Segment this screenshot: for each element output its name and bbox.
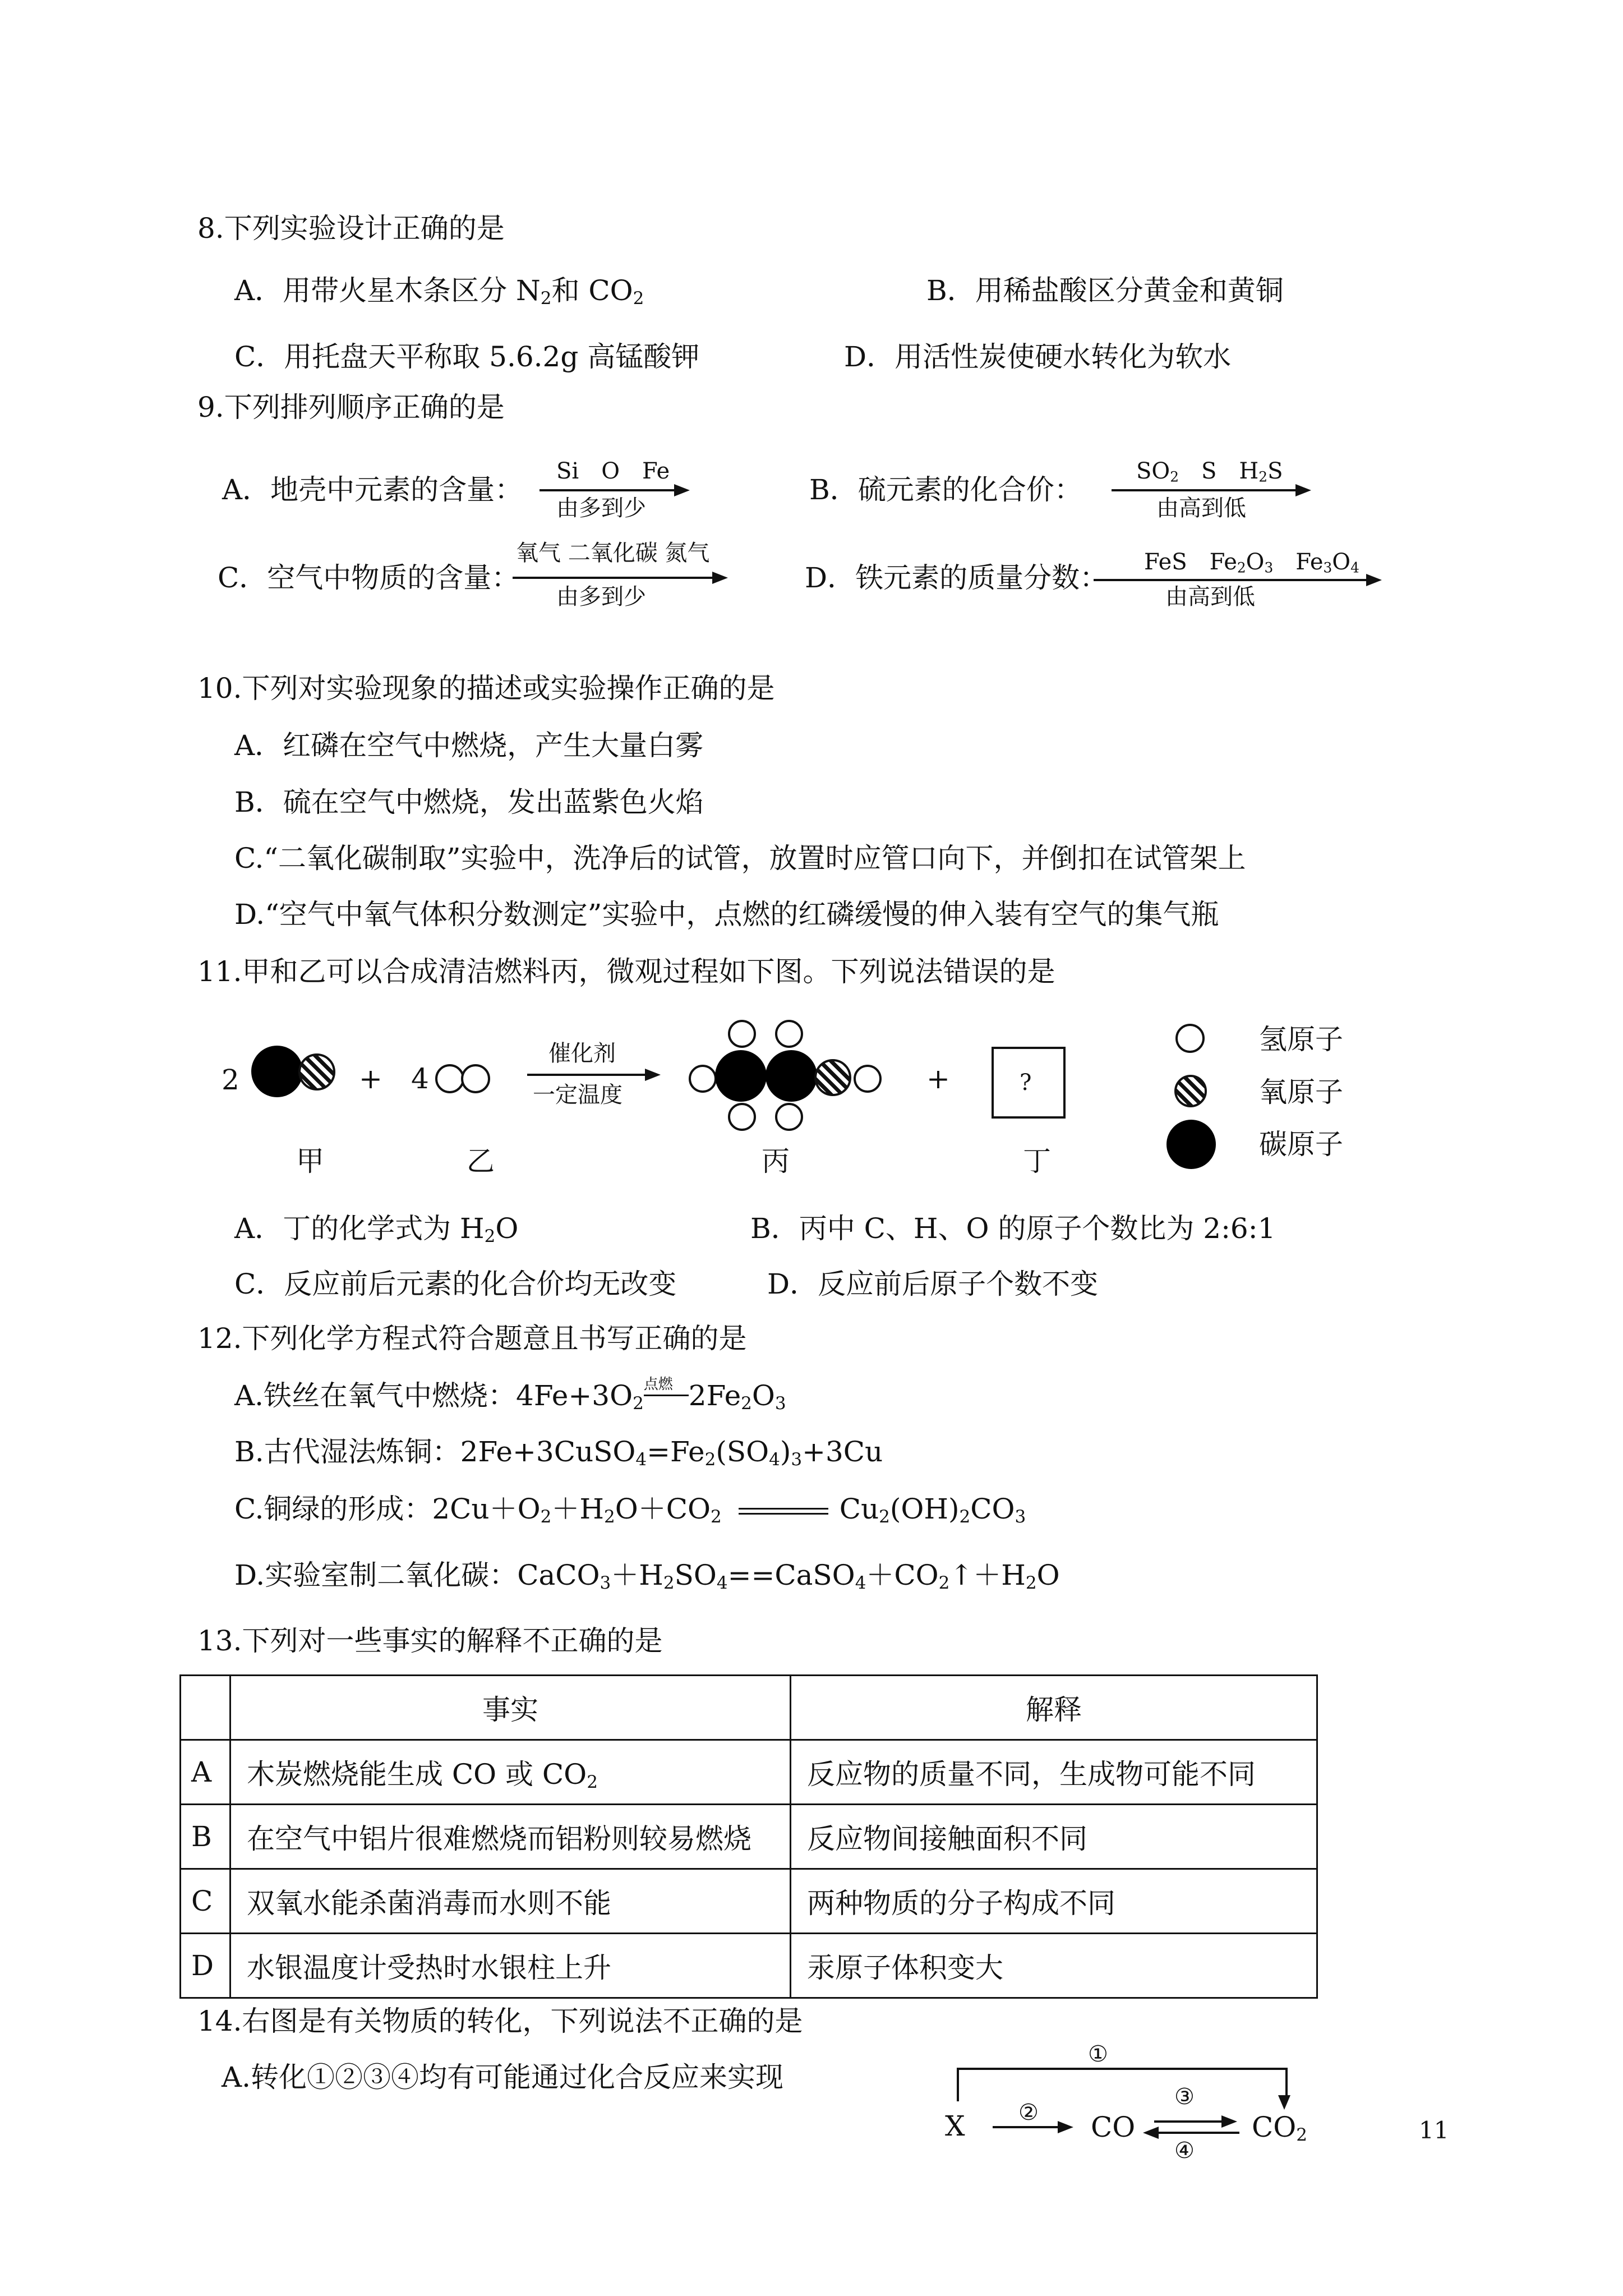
node-co: CO <box>1091 2111 1136 2143</box>
step-3-label: ③ <box>1174 2084 1195 2110</box>
table-row <box>181 1869 1317 1934</box>
q9-option-d-label: D．铁元素的质量分数： <box>805 562 1108 594</box>
bing-h-top-1 <box>728 1020 756 1048</box>
row-fact: 水银温度计受热时水银柱上升 <box>230 1934 791 1998</box>
jia-oxygen-atom <box>298 1053 335 1091</box>
q9-d-below: 由高到低 <box>1165 584 1255 610</box>
label-jia: 甲 <box>296 1145 324 1177</box>
q9-b-above: $SO_2$ S $H_2S$ <box>1136 458 1283 485</box>
plus-1: + <box>359 1062 382 1095</box>
q14-option-a: A.转化①②③④均有可能通过化合反应来实现 <box>222 2061 784 2093</box>
row-explanation: 反应物间接触面积不同 <box>791 1805 1317 1869</box>
legend-carbon-atom <box>1166 1120 1216 1169</box>
header-key <box>181 1676 230 1740</box>
coef-yi: 4 <box>411 1062 429 1095</box>
step-2-label: ② <box>1018 2100 1039 2125</box>
q9-b-arrow <box>1112 489 1308 491</box>
jia-carbon-atom <box>251 1046 303 1097</box>
header-explanation: 解释 <box>791 1676 1317 1740</box>
q9-stem: 9.下列排列顺序正确的是 <box>197 391 505 424</box>
reaction-arrow <box>527 1074 657 1076</box>
bing-oxygen <box>814 1059 851 1096</box>
table-header-row <box>181 1676 1317 1740</box>
table-row <box>181 1805 1317 1869</box>
q9-c-above: 氧气 二氧化碳 氮气 <box>516 540 710 566</box>
yi-hydrogen-atom-2 <box>461 1064 490 1093</box>
row-key: B <box>181 1805 230 1869</box>
q12-option-d: D.实验室制二氧化碳：$CaCO_3+H_2SO_4==CaSO_4+CO_2↑+H_2O$ <box>234 1559 1060 1593</box>
bing-h-top-2 <box>775 1020 803 1048</box>
q8-option-d: D．用活性炭使硬水转化为软水 <box>844 341 1232 373</box>
header-fact: 事实 <box>230 1676 791 1740</box>
bing-carbon-2 <box>766 1050 817 1102</box>
node-x: X <box>945 2110 965 2142</box>
row-fact: 双氧水能杀菌消毒而水则不能 <box>230 1869 791 1934</box>
q12-option-b: B.古代湿法炼铜：$2Fe+3CuSO_4=Fe_2(SO_4)_3+3Cu$ <box>234 1435 883 1470</box>
q10-stem: 10.下列对实验现象的描述或实验操作正确的是 <box>197 672 775 705</box>
row-explanation: 两种物质的分子构成不同 <box>791 1869 1317 1934</box>
step-4-arrowhead <box>1143 2127 1159 2139</box>
q11-option-c: C．反应前后元素的化合价均无改变 <box>234 1268 677 1300</box>
legend-oxygen-label: 氧原子 <box>1259 1076 1343 1108</box>
table-row <box>181 1740 1317 1805</box>
label-yi: 乙 <box>467 1145 495 1177</box>
step-1-label: ① <box>1088 2041 1108 2067</box>
legend-hydrogen-label: 氢原子 <box>1259 1023 1343 1056</box>
q13-stem: 13.下列对一些事实的解释不正确的是 <box>197 1625 663 1657</box>
q8-option-a: A．用带火星木条区分 $N_2$和 $CO_2$ <box>234 274 644 309</box>
row-key: A <box>181 1740 230 1805</box>
q9-d-above: FeS $Fe_2O_3$ $Fe_3O_4$ <box>1144 549 1359 576</box>
table-row <box>181 1934 1317 1998</box>
q9-a-above: Si O Fe <box>556 458 670 484</box>
label-bing: 丙 <box>762 1145 790 1177</box>
yi-hydrogen-atom-1 <box>435 1064 464 1093</box>
step-4-arrow <box>1154 2132 1239 2134</box>
q9-c-arrow <box>513 577 725 579</box>
q11-stem: 11.甲和乙可以合成清洁燃料丙，微观过程如下图。下列说法错误的是 <box>197 955 1055 988</box>
q9-option-c-label: C．空气中物质的含量： <box>218 562 520 594</box>
q9-option-a-label: A．地壳中元素的含量： <box>222 473 523 506</box>
step-4-label: ④ <box>1174 2138 1195 2164</box>
q9-d-arrow <box>1094 579 1378 581</box>
legend-oxygen-atom <box>1174 1075 1207 1107</box>
step-3-arrow <box>1154 2120 1234 2123</box>
q12-stem: 12.下列化学方程式符合题意且书写正确的是 <box>197 1322 747 1355</box>
condition-bottom: 一定温度 <box>533 1082 623 1108</box>
row-fact: 在空气中铝片很难燃烧而铝粉则较易燃烧 <box>230 1805 791 1869</box>
q10-option-c: C.“二氧化碳制取”实验中，洗净后的试管，放置时应管口向下，并倒扣在试管架上 <box>234 842 1246 875</box>
q10-option-a: A．红磷在空气中燃烧，产生大量白雾 <box>234 729 704 762</box>
q12-option-a: A.铁丝在氧气中燃烧：$4Fe+3O_2$ 点燃 $2Fe_2O_3$ <box>234 1376 786 1414</box>
q8-stem: 8.下列实验设计正确的是 <box>197 212 505 245</box>
row-key: C <box>181 1869 230 1934</box>
row-explanation: 汞原子体积变大 <box>791 1934 1317 1998</box>
q9-c-below: 由多到少 <box>556 584 646 610</box>
legend-hydrogen-atom <box>1175 1024 1205 1053</box>
bing-h-bottom-2 <box>775 1103 803 1131</box>
q9-a-below: 由多到少 <box>556 495 646 521</box>
q11-option-a: A．丁的化学式为 $H_2O$ <box>234 1212 519 1246</box>
step-2-arrow <box>993 2126 1070 2128</box>
q12-option-c: C.铜绿的形成：$2Cu+O_2+H_2O+CO_2$ $Cu_2(OH)_2CO_3$ <box>234 1493 1026 1527</box>
q11-option-d: D．反应前后原子个数不变 <box>767 1268 1099 1300</box>
q14-stem: 14.右图是有关物质的转化，下列说法不正确的是 <box>197 2005 803 2037</box>
plus-2: + <box>926 1062 950 1095</box>
q11-option-b: B．丙中 C、H、O 的原子个数比为 2:6:1 <box>750 1212 1276 1245</box>
q8-option-b: B．用稀盐酸区分黄金和黄铜 <box>926 274 1284 307</box>
condition-top: 催化剂 <box>548 1041 616 1066</box>
row-explanation: 反应物的质量不同，生成物可能不同 <box>791 1740 1317 1805</box>
equals-double-line <box>739 1508 828 1515</box>
step-1-arrow-path <box>957 2068 1288 2101</box>
bing-h-right <box>854 1065 882 1093</box>
row-key: D <box>181 1934 230 1998</box>
node-co2: $CO_2$ <box>1252 2111 1307 2145</box>
coef-jia: 2 <box>222 1064 239 1096</box>
label-ding: 丁 <box>1023 1145 1051 1177</box>
step-1-arrowhead <box>1278 2095 1290 2110</box>
q10-option-d: D.“空气中氧气体积分数测定”实验中，点燃的红磷缓慢的伸入装有空气的集气瓶 <box>234 898 1219 931</box>
bing-h-bottom-1 <box>728 1103 756 1131</box>
row-fact: 木炭燃烧能生成 CO 或 $CO_2$ <box>230 1740 791 1805</box>
q10-option-b: B．硫在空气中燃烧，发出蓝紫色火焰 <box>234 786 704 818</box>
q9-a-arrow <box>540 489 686 491</box>
q9-option-b-label: B．硫元素的化合价： <box>809 473 1082 506</box>
ding-unknown-mark: ? <box>1020 1070 1032 1096</box>
q8-option-c: C．用托盘天平称取 5.6.2g 高锰酸钾 <box>234 341 700 373</box>
q13-table <box>179 1674 1318 1999</box>
page-number: 11 <box>1419 2116 1449 2144</box>
bing-carbon-1 <box>715 1050 767 1102</box>
legend-carbon-label: 碳原子 <box>1259 1128 1343 1161</box>
q9-b-below: 由高到低 <box>1156 495 1246 521</box>
bing-h-left <box>689 1065 717 1093</box>
